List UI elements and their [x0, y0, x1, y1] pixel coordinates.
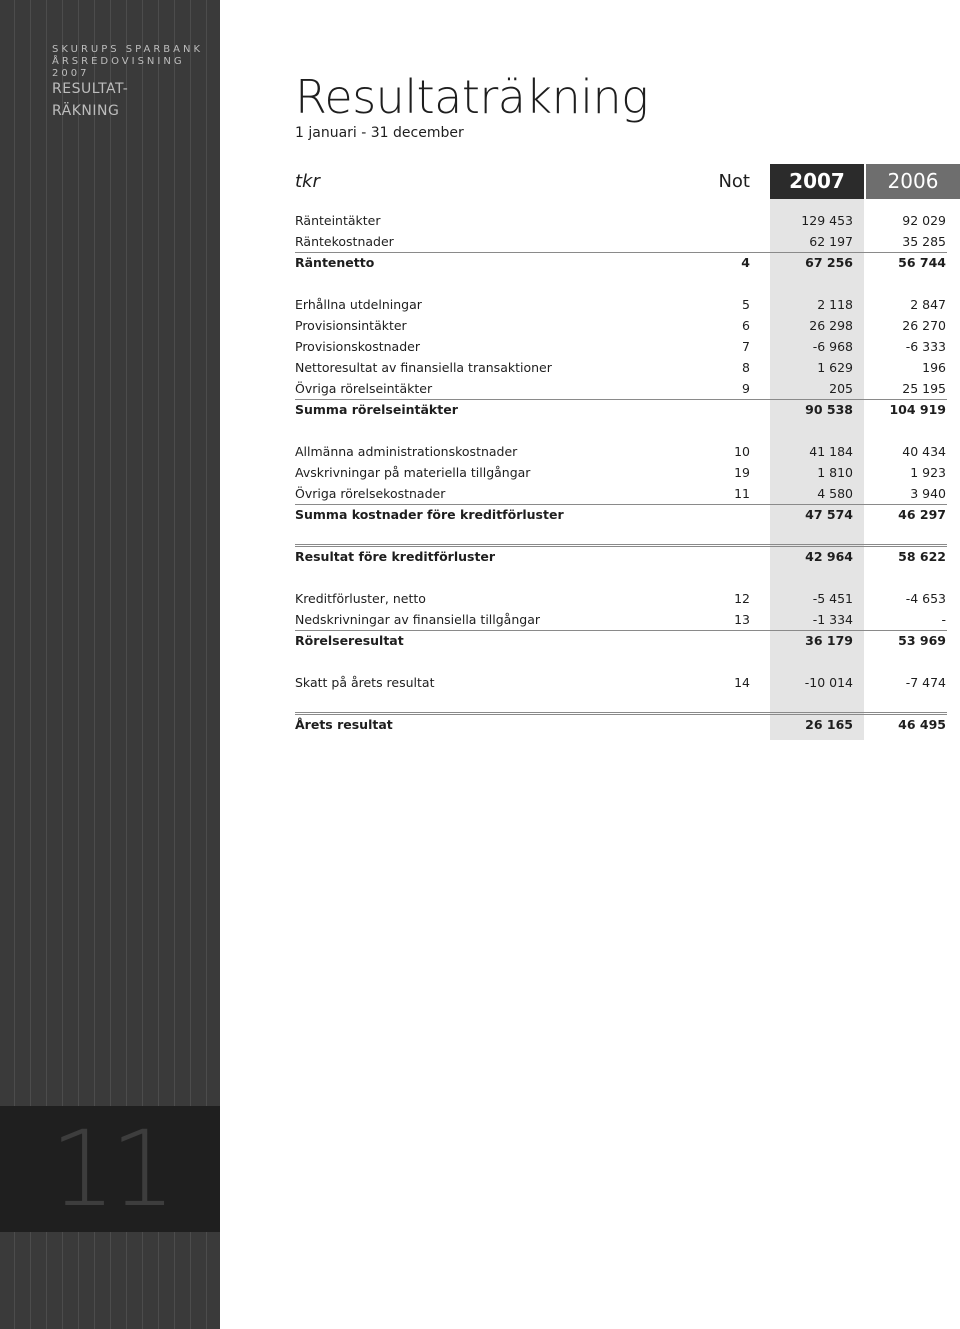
- row-value-2006: 1 923: [910, 465, 946, 480]
- row-value-2006: 3 940: [910, 486, 946, 501]
- sidebar-brand: [52, 44, 220, 80]
- table-spacer: [295, 273, 947, 294]
- row-value-2006: -: [941, 612, 946, 627]
- table-row: [295, 315, 947, 336]
- row-note: 10: [734, 444, 750, 459]
- row-value-2007: -6 968: [812, 339, 853, 354]
- row-label: Allmänna administrationskostnader: [295, 444, 518, 459]
- year-2006-header: 2006: [866, 164, 960, 199]
- row-value-2007: 1 810: [817, 465, 853, 480]
- table-total-row: [295, 252, 947, 273]
- row-label: Summa kostnader före kreditförluster: [295, 507, 564, 522]
- row-value-2006: -6 333: [905, 339, 946, 354]
- row-value-2007: 62 197: [809, 234, 853, 249]
- row-label: Årets resultat: [295, 717, 393, 732]
- company-name: SKURUPS SPARBANK: [52, 44, 204, 55]
- row-label: Avskrivningar på materiella tillgångar: [295, 465, 531, 480]
- row-note: 13: [734, 612, 750, 627]
- section-label-line1: RESULTAT-: [52, 81, 129, 97]
- table-row: [295, 231, 947, 252]
- row-label: Provisionskostnader: [295, 339, 420, 354]
- row-value-2007: 26 298: [809, 318, 853, 333]
- row-note: 14: [734, 675, 750, 690]
- table-row: [295, 462, 947, 483]
- row-value-2006: 104 919: [889, 402, 946, 417]
- table-row: [295, 378, 947, 399]
- row-note: 5: [742, 297, 750, 312]
- sidebar: [0, 0, 220, 1329]
- row-value-2007: 41 184: [809, 444, 853, 459]
- row-value-2006: 40 434: [902, 444, 946, 459]
- table-spacer: [295, 693, 947, 714]
- table-total-row: [295, 630, 947, 651]
- row-value-2007: 2 118: [817, 297, 853, 312]
- row-value-2006: 53 969: [898, 633, 946, 648]
- table-row: [295, 609, 947, 630]
- row-label: Räntenetto: [295, 255, 375, 270]
- row-label: Resultat före kreditförluster: [295, 549, 496, 564]
- table-total-row: [295, 504, 947, 525]
- unit-header: tkr: [295, 171, 320, 192]
- row-label: Provisionsintäkter: [295, 318, 407, 333]
- row-note: 7: [742, 339, 750, 354]
- row-label: Kreditförluster, netto: [295, 591, 426, 606]
- table-row: [295, 672, 947, 693]
- row-value-2006: 58 622: [898, 549, 946, 564]
- table-total-row: [295, 546, 947, 567]
- row-value-2006: 46 495: [898, 717, 946, 732]
- row-value-2006: 26 270: [902, 318, 946, 333]
- table-row: [295, 210, 947, 231]
- table-row: [295, 294, 947, 315]
- row-note: 19: [734, 465, 750, 480]
- row-label: Övriga rörelseintäkter: [295, 381, 433, 396]
- row-value-2007: 1 629: [817, 360, 853, 375]
- row-value-2007: 26 165: [805, 717, 853, 732]
- row-note: 9: [742, 381, 750, 396]
- table-row: [295, 588, 947, 609]
- year-2007-header: 2007: [770, 164, 864, 199]
- row-label: Övriga rörelsekostnader: [295, 486, 446, 501]
- table-spacer: [295, 651, 947, 672]
- section-label: [52, 78, 128, 122]
- row-value-2006: 25 195: [902, 381, 946, 396]
- row-label: Skatt på årets resultat: [295, 675, 435, 690]
- table-spacer: [295, 420, 947, 441]
- row-value-2007: 129 453: [801, 213, 853, 228]
- income-statement-table: [295, 210, 947, 735]
- row-value-2006: -7 474: [905, 675, 946, 690]
- row-value-2006: -4 653: [905, 591, 946, 606]
- row-note: 12: [734, 591, 750, 606]
- row-value-2007: -1 334: [812, 612, 853, 627]
- page-title: Resultaträkning: [295, 70, 649, 124]
- row-value-2007: 42 964: [805, 549, 853, 564]
- row-label: Rörelseresultat: [295, 633, 404, 648]
- row-note: 6: [742, 318, 750, 333]
- row-label: Nedskrivningar av finansiella tillgångar: [295, 612, 540, 627]
- table-spacer: [295, 567, 947, 588]
- row-note: 11: [734, 486, 750, 501]
- row-label: Summa rörelseintäkter: [295, 402, 458, 417]
- note-header: Not: [718, 171, 750, 192]
- report-name: ÅRSREDOVISNING 2007: [52, 56, 185, 79]
- section-label-line2: RÄKNING: [52, 103, 120, 119]
- row-value-2007: -10 014: [804, 675, 853, 690]
- row-value-2006: 46 297: [898, 507, 946, 522]
- table-total-row: [295, 714, 947, 735]
- row-value-2006: 35 285: [902, 234, 946, 249]
- row-label: Nettoresultat av finansiella transaktioner: [295, 360, 552, 375]
- table-row: [295, 483, 947, 504]
- row-note: 8: [742, 360, 750, 375]
- row-value-2007: 47 574: [805, 507, 853, 522]
- row-label: Räntekostnader: [295, 234, 394, 249]
- page-subtitle: 1 januari - 31 december: [295, 125, 464, 141]
- row-value-2006: 56 744: [898, 255, 946, 270]
- row-value-2006: 92 029: [902, 213, 946, 228]
- row-value-2007: 67 256: [805, 255, 853, 270]
- table-row: [295, 441, 947, 462]
- table-row: [295, 336, 947, 357]
- row-value-2006: 196: [922, 360, 946, 375]
- row-value-2006: 2 847: [910, 297, 946, 312]
- row-note: 4: [741, 255, 750, 270]
- page-number: 11: [49, 1108, 171, 1230]
- row-label: Erhållna utdelningar: [295, 297, 422, 312]
- row-value-2007: -5 451: [812, 591, 853, 606]
- row-value-2007: 205: [829, 381, 853, 396]
- row-value-2007: 36 179: [805, 633, 853, 648]
- row-label: Ränteintäkter: [295, 213, 381, 228]
- table-total-row: [295, 399, 947, 420]
- table-row: [295, 357, 947, 378]
- row-value-2007: 4 580: [817, 486, 853, 501]
- row-value-2007: 90 538: [805, 402, 853, 417]
- table-spacer: [295, 525, 947, 546]
